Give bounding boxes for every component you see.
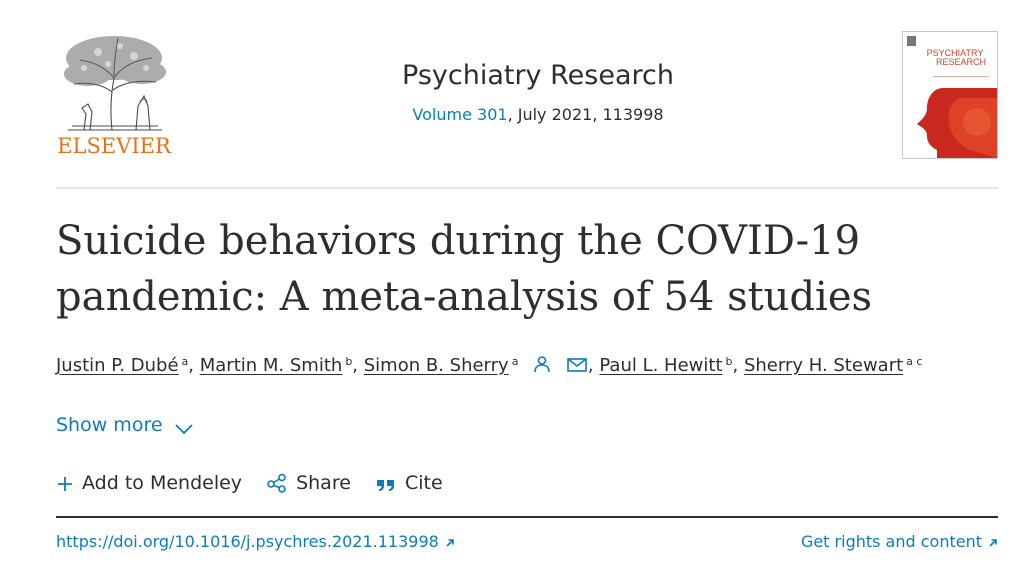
add-to-mendeley-label: Add to Mendeley <box>82 472 243 494</box>
actions-divider <box>56 516 998 518</box>
external-link-arrow-icon <box>988 538 998 548</box>
share-icon <box>266 473 288 493</box>
author-affiliation: a c <box>906 355 923 368</box>
cite-label: Cite <box>404 472 443 494</box>
author-link[interactable]: Simon B. Sherry <box>363 355 509 376</box>
cover-title-line2: RESEARCH <box>935 57 987 67</box>
author-affiliation: b <box>725 355 733 368</box>
journal-header <box>200 60 876 124</box>
author-link[interactable]: Sherry H. Stewart <box>743 355 904 376</box>
issue-info <box>200 105 876 124</box>
add-to-mendeley-button[interactable] <box>56 472 242 494</box>
envelope-icon[interactable] <box>566 356 588 379</box>
article-title-line2: pandemic: A meta-analysis of 54 studies <box>56 274 873 320</box>
volume-link[interactable]: Volume 301 <box>412 105 508 124</box>
cite-button[interactable] <box>375 472 443 494</box>
plus-icon <box>56 475 74 493</box>
get-rights-link[interactable] <box>801 532 998 551</box>
external-link-arrow-icon <box>445 538 455 548</box>
author-link[interactable]: Justin P. Dubé <box>56 355 179 376</box>
journal-cover-image[interactable] <box>902 31 998 159</box>
article-title-line1: Suicide behaviors during the COVID-19 <box>56 218 861 264</box>
doi-text: https://doi.org/10.1016/j.psychres.2021.113998 <box>56 532 439 551</box>
show-more-button[interactable] <box>56 414 195 436</box>
issue-details: , July 2021, 113998 <box>507 105 664 124</box>
chevron-down-icon <box>173 422 195 436</box>
author-link[interactable]: Martin M. Smith <box>199 355 343 376</box>
show-more-label: Show more <box>56 414 163 436</box>
doi-link[interactable] <box>56 532 455 551</box>
share-label: Share <box>296 472 351 494</box>
cover-art <box>903 32 997 158</box>
author-list: Justin P. Dubé $^a$, Martin M. Smith $^b$, Simon B. Sherry $^a$ , Paul L. Hewitt $^b$, Sherry H. Stewart $^{a c}$ <box>56 354 1016 379</box>
elsevier-tree-icon <box>58 32 170 132</box>
header-divider <box>56 187 998 189</box>
article-actions <box>56 472 461 494</box>
share-button[interactable] <box>266 472 351 494</box>
get-rights-text: Get rights and content <box>800 532 982 551</box>
article-title <box>56 213 996 325</box>
quote-icon <box>375 475 397 493</box>
elsevier-wordmark: ELSEVIER <box>57 134 171 158</box>
cover-title-line1: PSYCHIATRY <box>926 48 984 58</box>
author-affiliation: a <box>181 355 189 368</box>
journal-title-link[interactable]: Psychiatry Research <box>402 60 674 91</box>
author-link[interactable]: Paul L. Hewitt <box>599 355 723 376</box>
person-icon[interactable] <box>532 354 552 379</box>
elsevier-logo[interactable] <box>56 32 172 160</box>
author-affiliation: b <box>345 355 353 368</box>
author-affiliation: a <box>511 355 519 368</box>
